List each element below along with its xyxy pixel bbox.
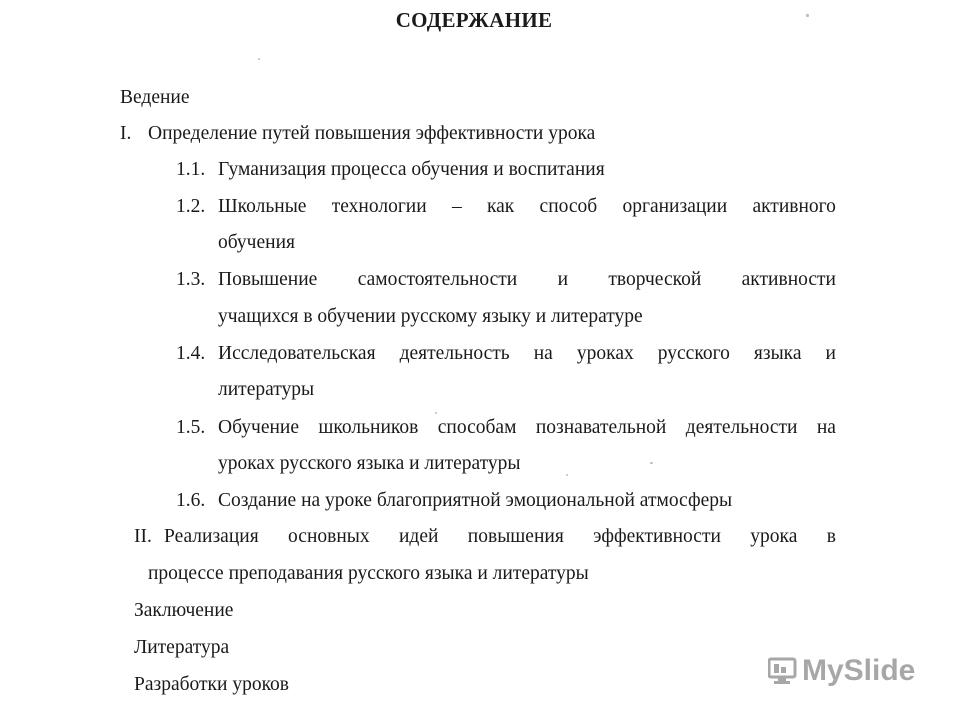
toc-number: II. — [134, 526, 152, 547]
toc-number: 1.3. — [176, 269, 206, 290]
toc-word: на — [816, 417, 836, 438]
toc-word: активности — [741, 269, 836, 290]
scan-speck — [806, 14, 809, 17]
toc-entry-1-3-cont: учащихся в обучении русскому языку и литературе — [218, 306, 643, 327]
toc-entry-part1 — [120, 122, 595, 146]
toc-entry-lessons: Разработки уроков — [134, 674, 290, 695]
toc-word: школьников — [318, 417, 419, 438]
toc-word: способ — [539, 196, 598, 217]
toc-word: самостоятельности — [357, 269, 518, 290]
toc-number: 1.6. — [176, 490, 206, 511]
toc-entry-1-4-cont: литературы — [218, 379, 315, 400]
toc-word: и — [557, 269, 569, 290]
toc-word: технологии — [331, 196, 427, 217]
toc-word: познавательной — [535, 417, 667, 438]
toc-word: урока — [750, 526, 798, 547]
toc-entry-1-5-cont: уроках русского языка и литературы — [218, 453, 521, 474]
toc-word: Повышение — [218, 269, 318, 290]
toc-word: как — [486, 196, 515, 217]
toc-number: 1.2. — [176, 196, 206, 217]
toc-number: 1.4. — [176, 343, 206, 364]
scan-speck — [650, 462, 653, 464]
toc-entry-intro: Ведение — [120, 87, 190, 108]
toc-word: активного — [752, 196, 836, 217]
toc-word: уроках — [576, 343, 634, 364]
scan-speck — [258, 58, 260, 60]
toc-entry-part2-cont: процессе преподавания русского языка и литературы — [148, 563, 589, 584]
toc-text-justified — [218, 342, 836, 366]
toc-number: 1.5. — [176, 417, 206, 438]
toc-word: способам — [437, 417, 517, 438]
scan-speck — [566, 474, 568, 476]
toc-word: эффективности — [593, 526, 721, 547]
toc-word: повышения — [467, 526, 564, 547]
page-title: СОДЕРЖАНИЕ — [395, 8, 553, 32]
toc-word: основных — [288, 526, 370, 547]
toc-word: на — [533, 343, 553, 364]
toc-word: Школьные — [218, 196, 307, 217]
toc-entry-literature: Литература — [134, 637, 230, 658]
toc-word: деятельность — [399, 343, 510, 364]
toc-text-justified — [164, 525, 836, 549]
toc-word: и — [825, 343, 836, 364]
watermark-text: MySlide — [802, 654, 916, 687]
toc-word: организации — [622, 196, 728, 217]
toc-word: идей — [398, 526, 439, 547]
toc-text: Создание на уроке благоприятной эмоциональной атмосферы — [218, 490, 733, 511]
toc-entry-conclusion: Заключение — [134, 600, 234, 621]
toc-entry-1-2-cont: обучения — [218, 232, 295, 253]
toc-word: языка — [753, 343, 802, 364]
toc-text: Определение путей повышения эффективности урока — [148, 123, 596, 144]
toc-word: – — [451, 196, 462, 217]
toc-word: Реализация — [164, 526, 259, 547]
toc-text-justified — [218, 268, 836, 292]
toc-number: I. — [120, 123, 132, 144]
toc-word: в — [826, 526, 836, 547]
scan-speck — [435, 412, 437, 414]
toc-word: русского — [657, 343, 730, 364]
toc-entry-1-6 — [176, 489, 732, 513]
toc-word: творческой — [608, 269, 702, 290]
toc-text: Гуманизация процесса обучения и воспитания — [218, 159, 605, 180]
watermark — [768, 654, 915, 688]
toc-word: Обучение — [218, 417, 299, 438]
toc-text-justified — [218, 416, 836, 440]
toc-word: деятельности — [685, 417, 798, 438]
myshared-logo-icon — [768, 657, 798, 685]
toc-entry-1-1 — [176, 158, 605, 182]
toc-text-justified — [218, 195, 836, 219]
toc-word: Исследовательская — [218, 343, 376, 364]
toc-number: 1.1. — [176, 159, 206, 180]
